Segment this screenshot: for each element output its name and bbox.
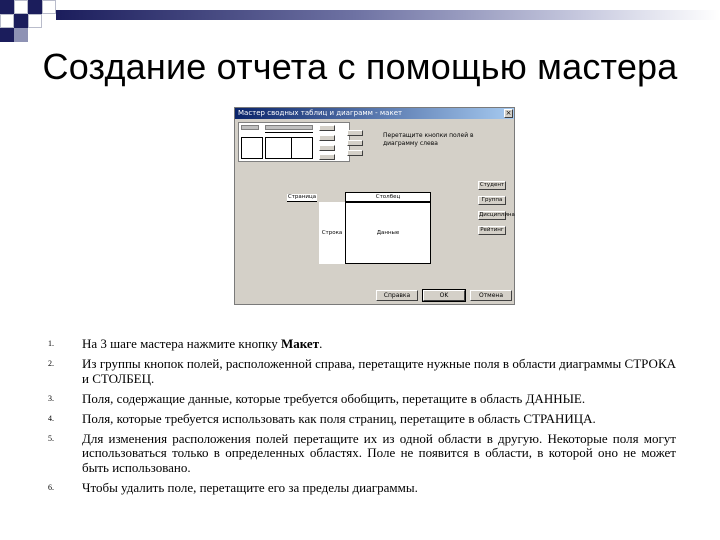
list-item	[48, 337, 676, 352]
field-button-group[interactable]: Группа	[478, 196, 506, 205]
decor-gradient-bar	[56, 10, 720, 20]
layout-preview	[238, 122, 350, 162]
preview-field-button	[319, 154, 335, 160]
page-drop-area[interactable]: Страница	[287, 194, 317, 200]
close-icon[interactable]: ×	[505, 109, 512, 117]
preview-data-area	[265, 137, 313, 159]
step-text: На 3 шаге мастера нажмите кнопку	[82, 336, 281, 351]
dialog-title: Мастер сводных таблиц и диаграмм - макет	[238, 109, 403, 117]
list-number: 3.	[48, 393, 54, 403]
decor-square	[42, 0, 56, 14]
list-number: 6.	[48, 482, 54, 492]
preview-page-field	[241, 125, 259, 130]
list-item	[48, 412, 676, 427]
list-number: 4.	[48, 413, 54, 423]
step-text: Из группы кнопок полей, расположенной справа, перетащите нужные поля в области диаграммы СТРОКА и СТОЛБЕЦ.	[82, 356, 676, 386]
dialog-titlebar	[235, 108, 514, 119]
list-item	[48, 357, 676, 386]
step-text: Чтобы удалить поле, перетащите его за пределы диаграммы.	[82, 479, 418, 495]
decor-square	[0, 14, 14, 28]
step-text: .	[319, 336, 323, 351]
column-drop-area[interactable]: Столбец	[345, 192, 431, 202]
preview-field-button	[319, 125, 335, 131]
preview-divider	[265, 132, 313, 133]
help-button[interactable]: Справка	[376, 290, 418, 301]
steps-list	[48, 337, 676, 501]
preview-field-button	[347, 130, 363, 136]
decor-square	[14, 0, 28, 14]
decor-square	[14, 28, 28, 42]
cancel-button[interactable]: Отмена	[470, 290, 512, 301]
preview-field-button	[319, 145, 335, 151]
list-number: 2.	[48, 359, 54, 368]
row-drop-area[interactable]: Строка	[319, 202, 345, 264]
step-text: Поля, содержащие данные, которые требуется обобщить, перетащите в область ДАННЫЕ.	[82, 390, 586, 406]
field-button-rating[interactable]: Рейтинг	[478, 226, 506, 235]
step-text: Для изменения расположения полей перетащите их из одной области в другую. Некоторые поля могут использоваться только в определенных областях. Поле не появится в области, в которой оно не может быть использовано.	[82, 430, 676, 475]
field-button-student[interactable]: Студент	[479, 182, 505, 188]
preview-column-field	[265, 125, 313, 130]
list-item	[48, 432, 676, 476]
dialog-instruction: Перетащите кнопки полей в диаграмму слева	[383, 132, 474, 147]
field-button-discipline[interactable]: Дисциплина	[479, 212, 515, 218]
preview-field-button	[347, 140, 363, 146]
decor-square	[14, 14, 28, 28]
data-drop-area[interactable]: Данные	[345, 202, 431, 264]
ok-button[interactable]: OK	[423, 290, 465, 301]
preview-field-button	[319, 135, 335, 141]
decor-square	[0, 0, 14, 14]
preview-row-area	[241, 137, 263, 159]
list-item	[48, 392, 676, 407]
list-number: 1.	[48, 339, 54, 348]
list-item	[48, 481, 676, 496]
pivot-layout-dialog	[234, 107, 515, 305]
preview-divider	[291, 137, 292, 159]
preview-field-button	[347, 150, 363, 156]
decor-square	[28, 14, 42, 28]
step-text: Поля, которые требуется использовать как поля страниц, перетащите в область СТРАНИЦА.	[82, 410, 596, 426]
decor-square	[0, 28, 14, 42]
decor-square	[28, 0, 42, 14]
list-number: 5.	[48, 433, 54, 443]
slide-title: Создание отчета с помощью мастера	[42, 46, 678, 87]
step-bold-text: Макет	[280, 336, 320, 351]
